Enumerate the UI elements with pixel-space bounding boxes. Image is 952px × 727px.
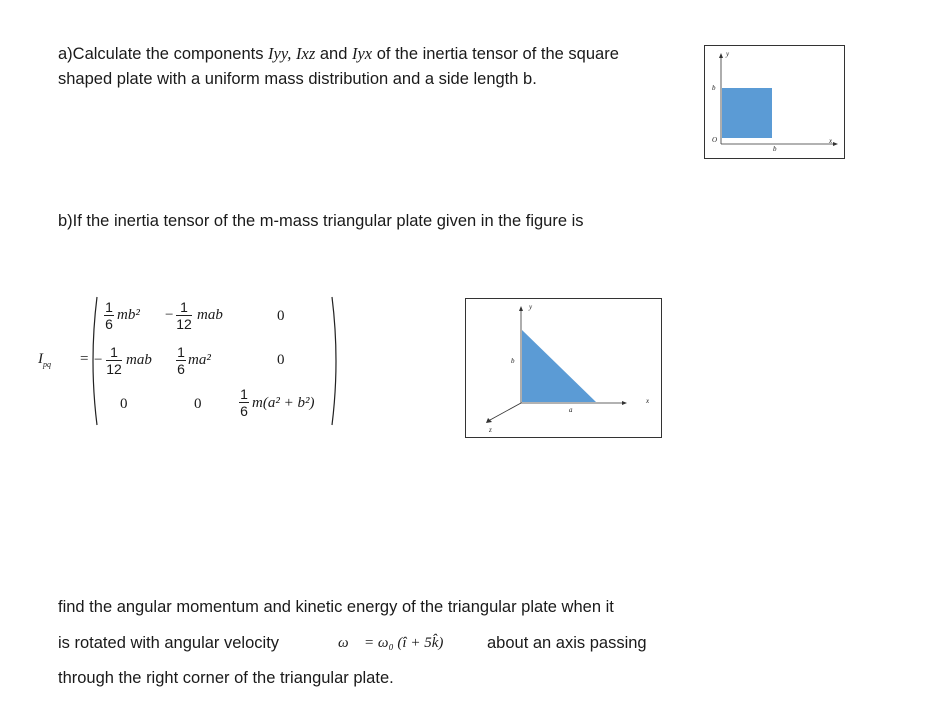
and-word: and xyxy=(319,45,348,63)
triangle-z-axis xyxy=(490,403,521,420)
r3c3-fraction: 1 6 xyxy=(240,386,248,419)
part-a-suffix: of the inertia tensor of the square xyxy=(376,45,619,63)
r1c1-fraction: 1 6 xyxy=(105,299,113,332)
triangle-y-arrow xyxy=(519,306,523,311)
square-b-bottom-label: b xyxy=(773,145,777,153)
triangle-b-label: b xyxy=(511,357,515,365)
r2c1-fraction: 1 12 xyxy=(106,344,122,377)
triangle-z-label: z xyxy=(489,426,492,434)
triangle-z-arrow xyxy=(486,418,492,423)
triangle-plate-figure xyxy=(465,298,662,438)
r2c3-value: 0 xyxy=(277,352,285,368)
part-a-line-2: shaped plate with a uniform mass distribution and a side length b. xyxy=(58,70,537,88)
r1c2-minus: − xyxy=(165,307,174,323)
r3c1-value: 0 xyxy=(120,396,128,412)
square-origin-label: O xyxy=(712,136,718,144)
r1c1-term: mb² xyxy=(117,307,140,323)
r3c2-value: 0 xyxy=(194,396,202,412)
r2c1-term: mab xyxy=(126,352,152,368)
triangle-y-label: y xyxy=(529,303,533,311)
part-c-line-1: find the angular momentum and kinetic energy of the triangular plate when it xyxy=(58,598,614,616)
square-y-label: y xyxy=(726,50,730,58)
angular-velocity-expression: ω⃗ = ω₀ (î + 5k̂) xyxy=(338,635,444,651)
part-b-line-1: b)If the inertia tensor of the m-mass triangular plate given in the figure is xyxy=(58,212,584,230)
i-xz-symbol: Ixz xyxy=(296,44,316,63)
square-y-arrow xyxy=(719,53,723,58)
r2c2-term: ma² xyxy=(188,352,211,368)
part-a-prefix: a)Calculate the components xyxy=(58,45,269,63)
r1c2-fraction: 1 12 xyxy=(176,299,192,332)
part-c-line-2-end: about an axis passing xyxy=(487,634,647,652)
r1c2-term: mab xyxy=(197,307,223,323)
i-yx-symbol: Iyx xyxy=(351,44,373,63)
part-c-line-3: through the right corner of the triangular plate. xyxy=(58,669,394,687)
r2c2-fraction: 1 6 xyxy=(177,344,185,377)
part-a-line-1 xyxy=(58,42,619,66)
square-axes-svg xyxy=(705,46,844,158)
square-x-label: x xyxy=(829,137,833,145)
matrix-equals: = xyxy=(80,351,89,367)
square-b-side-label: b xyxy=(712,84,716,92)
part-c-line-2-start: is rotated with angular velocity xyxy=(58,634,280,652)
r1c3-value: 0 xyxy=(277,308,285,324)
square-plate xyxy=(722,88,772,138)
triangle-plate xyxy=(522,330,596,402)
square-plate-figure xyxy=(704,45,845,159)
triangle-axes-svg xyxy=(466,299,661,437)
matrix-lhs: $I_{pq}$ xyxy=(38,351,51,369)
triangle-x-arrow xyxy=(622,401,627,405)
square-x-arrow xyxy=(833,142,838,146)
triangle-x-label: x xyxy=(646,397,650,405)
triangle-a-label: a xyxy=(569,406,573,414)
matrix-right-paren xyxy=(330,295,342,427)
i-yy-symbol: Iyy, xyxy=(268,44,292,63)
r2c1-minus: − xyxy=(94,352,103,368)
r3c3-term: m(a² + b²) xyxy=(252,395,315,411)
